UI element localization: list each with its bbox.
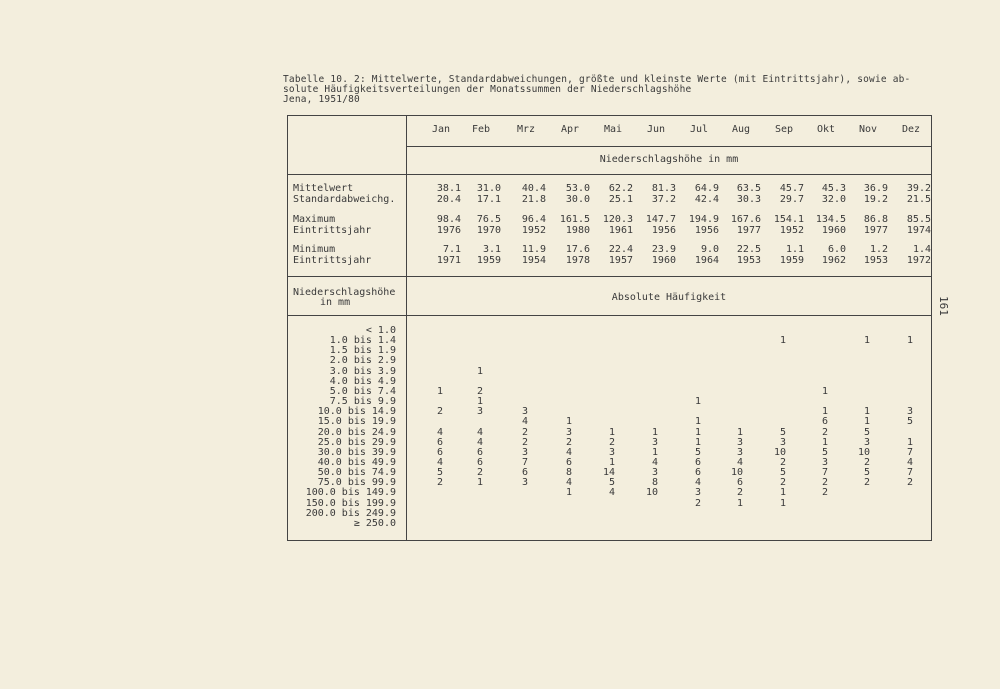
month-header-feb: Feb <box>471 124 491 135</box>
stat-value: 31.0 <box>476 183 501 194</box>
count-value: 4 <box>476 436 483 448</box>
stat-value: 9.0 <box>700 244 719 255</box>
count-value: 3 <box>863 436 870 448</box>
count-value: 2 <box>436 477 443 489</box>
stat-value: 81.3 <box>651 183 676 194</box>
stat-value: 1971 <box>436 255 461 266</box>
class-range: 2.0 bis 2.9 <box>329 355 396 367</box>
stat-value: 23.9 <box>651 244 676 255</box>
stat-value: 1952 <box>521 225 546 236</box>
month-header-apr: Apr <box>560 124 580 135</box>
month-header-jan: Jan <box>431 124 451 135</box>
count-value: 1 <box>565 487 572 499</box>
count-value: 4 <box>521 416 528 428</box>
stat-value: 1952 <box>779 225 804 236</box>
count-value: 6 <box>436 436 443 448</box>
class-range: 4.0 bis 4.9 <box>329 375 396 387</box>
stat-value: 120.3 <box>602 214 633 225</box>
count-value: 3 <box>906 406 913 418</box>
count-value: 3 <box>521 406 528 418</box>
stat-value: 22.5 <box>736 244 761 255</box>
divider-under-stats <box>287 276 932 277</box>
stat-value: 1960 <box>651 255 676 266</box>
class-range: 7.5 bis 9.9 <box>329 396 396 408</box>
stat-value: 147.7 <box>645 214 676 225</box>
stat-value: 1976 <box>436 225 461 236</box>
section-title-niederschlag: Niederschlagshöhe in mm <box>599 154 739 165</box>
stat-value: 1977 <box>736 225 761 236</box>
stat-value: 1.1 <box>785 244 804 255</box>
month-header-jun: Jun <box>646 124 666 135</box>
stat-value: 1954 <box>521 255 546 266</box>
count-value: 5 <box>436 467 443 479</box>
class-range: < 1.0 <box>365 325 396 336</box>
stat-value: 134.5 <box>815 214 846 225</box>
stat-value: 32.0 <box>821 194 846 205</box>
count-value: 10 <box>857 446 870 458</box>
stat-value: 36.9 <box>863 183 888 194</box>
stat-value: 6.0 <box>827 244 846 255</box>
count-value: 6 <box>736 477 743 489</box>
count-value: 1 <box>651 426 658 438</box>
count-value: 2 <box>821 487 828 499</box>
count-value: 5 <box>821 446 828 458</box>
table-caption: Tabelle 10. 2: Mittelwerte, Standardabweichungen, größte und kleinste Werte (mit Eintrittsjahr), sowie ab- solute Häufigkeitsverteilungen der Monatssummen der Niederschlagshöhe Jena, 1951/80 <box>283 74 911 105</box>
class-range: 75.0 bis 99.9 <box>317 477 396 489</box>
month-header-sep: Sep <box>774 124 794 135</box>
section-title-haeufigkeit: Absolute Häufigkeit <box>611 292 727 303</box>
count-value: 1 <box>476 365 483 377</box>
class-range: 15.0 bis 19.9 <box>317 416 396 428</box>
class-range: 150.0 bis 199.9 <box>305 497 396 509</box>
count-value: 6 <box>565 456 572 468</box>
count-value: 2 <box>906 477 913 489</box>
count-value: 3 <box>608 446 615 458</box>
count-value: 14 <box>602 467 615 479</box>
stat-label: Mittelwert <box>293 183 354 194</box>
count-value: 7 <box>906 446 913 458</box>
stat-value: 1953 <box>736 255 761 266</box>
stat-value: 1970 <box>476 225 501 236</box>
count-value: 1 <box>608 426 615 438</box>
stat-label: Eintrittsjahr <box>293 225 372 236</box>
count-value: 6 <box>521 467 528 479</box>
class-range: 30.0 bis 39.9 <box>317 446 396 458</box>
stat-value: 1.4 <box>912 244 931 255</box>
stat-label: Maximum <box>293 214 336 225</box>
count-value: 2 <box>521 436 528 448</box>
count-value: 1 <box>694 396 701 408</box>
stat-value: 1960 <box>821 225 846 236</box>
stat-value: 1978 <box>565 255 590 266</box>
column-divider <box>406 115 407 541</box>
count-value: 7 <box>906 467 913 479</box>
class-range: 3.0 bis 3.9 <box>329 365 396 377</box>
count-value: 1 <box>476 396 483 408</box>
month-header-aug: Aug <box>731 124 751 135</box>
count-value: 3 <box>565 426 572 438</box>
count-value: 4 <box>476 426 483 438</box>
count-value: 5 <box>608 477 615 489</box>
divider-under-months <box>406 146 932 147</box>
count-value: 1 <box>863 406 870 418</box>
count-value: 6 <box>694 467 701 479</box>
count-value: 4 <box>736 456 743 468</box>
count-value: 1 <box>565 416 572 428</box>
stat-value: 64.9 <box>694 183 719 194</box>
count-value: 10 <box>773 446 786 458</box>
class-range: 100.0 bis 149.9 <box>305 487 396 499</box>
month-header-mai: Mai <box>603 124 623 135</box>
count-value: 2 <box>821 426 828 438</box>
count-value: 6 <box>821 416 828 428</box>
count-value: 3 <box>651 467 658 479</box>
count-value: 1 <box>906 436 913 448</box>
class-range: 5.0 bis 7.4 <box>329 385 396 397</box>
count-value: 1 <box>779 497 786 509</box>
class-range: 25.0 bis 29.9 <box>317 436 396 448</box>
count-value: 1 <box>651 446 658 458</box>
class-range: 40.0 bis 49.9 <box>317 456 396 468</box>
count-value: 1 <box>476 477 483 489</box>
count-value: 2 <box>736 487 743 499</box>
count-value: 1 <box>779 487 786 499</box>
count-value: 7 <box>521 456 528 468</box>
count-value: 2 <box>565 436 572 448</box>
count-value: 3 <box>476 406 483 418</box>
count-value: 6 <box>436 446 443 458</box>
count-value: 5 <box>779 467 786 479</box>
count-value: 1 <box>821 385 828 397</box>
stat-value: 96.4 <box>521 214 546 225</box>
stat-label: Minimum <box>293 244 336 255</box>
class-header-line2: in mm <box>320 297 351 308</box>
count-value: 3 <box>651 436 658 448</box>
count-value: 2 <box>694 497 701 509</box>
stat-value: 86.8 <box>863 214 888 225</box>
count-value: 1 <box>736 426 743 438</box>
stat-value: 30.3 <box>736 194 761 205</box>
count-value: 6 <box>694 456 701 468</box>
count-value: 4 <box>565 446 572 458</box>
stat-label: Standardabweichg. <box>293 194 396 205</box>
stat-value: 1961 <box>608 225 633 236</box>
stat-value: 1953 <box>863 255 888 266</box>
count-value: 2 <box>863 477 870 489</box>
count-value: 3 <box>779 436 786 448</box>
stat-value: 1974 <box>906 225 931 236</box>
stat-value: 1977 <box>863 225 888 236</box>
stat-value: 1972 <box>906 255 931 266</box>
stat-value: 40.4 <box>521 183 546 194</box>
count-value: 6 <box>476 456 483 468</box>
count-value: 1 <box>821 436 828 448</box>
divider-under-title <box>287 174 932 175</box>
stat-value: 29.7 <box>779 194 804 205</box>
month-header-dez: Dez <box>901 124 921 135</box>
stat-value: 63.5 <box>736 183 761 194</box>
count-value: 4 <box>651 456 658 468</box>
page-number: 161 <box>937 296 950 316</box>
count-value: 3 <box>736 446 743 458</box>
stat-value: 21.5 <box>906 194 931 205</box>
count-value: 3 <box>821 456 828 468</box>
class-range: 20.0 bis 24.9 <box>317 426 396 438</box>
count-value: 3 <box>521 477 528 489</box>
count-value: 7 <box>821 467 828 479</box>
stat-value: 1980 <box>565 225 590 236</box>
count-value: 1 <box>736 497 743 509</box>
count-value: 1 <box>608 456 615 468</box>
count-value: 3 <box>736 436 743 448</box>
count-value: 6 <box>476 446 483 458</box>
count-value: 1 <box>779 335 786 347</box>
stat-value: 42.4 <box>694 194 719 205</box>
class-range: 200.0 bis 249.9 <box>305 507 396 519</box>
month-header-mrz: Mrz <box>516 124 536 135</box>
count-value: 5 <box>863 426 870 438</box>
count-value: 2 <box>476 467 483 479</box>
count-value: 4 <box>565 477 572 489</box>
count-value: 1 <box>694 436 701 448</box>
stat-value: 1959 <box>476 255 501 266</box>
count-value: 1 <box>694 416 701 428</box>
stat-value: 1956 <box>694 225 719 236</box>
count-value: 1 <box>863 335 870 347</box>
class-range: 1.5 bis 1.9 <box>329 345 396 357</box>
count-value: 2 <box>436 406 443 418</box>
count-value: 1 <box>821 406 828 418</box>
count-value: 4 <box>694 477 701 489</box>
stat-value: 161.5 <box>559 214 590 225</box>
stat-value: 20.4 <box>436 194 461 205</box>
count-value: 2 <box>863 456 870 468</box>
stat-value: 194.9 <box>688 214 719 225</box>
stat-value: 167.6 <box>730 214 761 225</box>
stat-value: 85.5 <box>906 214 931 225</box>
count-value: 8 <box>565 467 572 479</box>
stat-value: 62.2 <box>608 183 633 194</box>
stat-value: 19.2 <box>863 194 888 205</box>
count-value: 2 <box>821 477 828 489</box>
stat-value: 154.1 <box>773 214 804 225</box>
stat-value: 98.4 <box>436 214 461 225</box>
stat-value: 76.5 <box>476 214 501 225</box>
stat-value: 7.1 <box>442 244 461 255</box>
class-range: 10.0 bis 14.9 <box>317 406 396 418</box>
divider-under-class-header <box>287 315 932 316</box>
count-value: 3 <box>521 446 528 458</box>
stat-value: 3.1 <box>482 244 501 255</box>
class-header-line1: Niederschlagshöhe <box>293 287 396 298</box>
count-value: 1 <box>863 416 870 428</box>
count-value: 2 <box>779 456 786 468</box>
count-value: 2 <box>521 426 528 438</box>
count-value: 2 <box>779 477 786 489</box>
count-value: 5 <box>906 416 913 428</box>
count-value: 5 <box>694 446 701 458</box>
count-value: 3 <box>694 487 701 499</box>
count-value: 10 <box>645 487 658 499</box>
stat-value: 30.0 <box>565 194 590 205</box>
count-value: 5 <box>779 426 786 438</box>
stat-value: 1.2 <box>869 244 888 255</box>
count-value: 4 <box>608 487 615 499</box>
count-value: 2 <box>476 385 483 397</box>
stat-value: 1964 <box>694 255 719 266</box>
count-value: 4 <box>436 426 443 438</box>
count-value: 1 <box>906 335 913 347</box>
stat-value: 22.4 <box>608 244 633 255</box>
count-value: 4 <box>436 456 443 468</box>
stat-value: 17.1 <box>476 194 501 205</box>
month-header-nov: Nov <box>858 124 878 135</box>
class-range: ≥ 250.0 <box>353 517 396 529</box>
count-value: 1 <box>694 426 701 438</box>
stat-value: 1957 <box>608 255 633 266</box>
month-header-jul: Jul <box>689 124 709 135</box>
class-range: 50.0 bis 74.9 <box>317 467 396 479</box>
stat-value: 25.1 <box>608 194 633 205</box>
stat-value: 39.2 <box>906 183 931 194</box>
stat-value: 21.8 <box>521 194 546 205</box>
stat-value: 1962 <box>821 255 846 266</box>
stat-value: 53.0 <box>565 183 590 194</box>
count-value: 4 <box>906 456 913 468</box>
stat-value: 37.2 <box>651 194 676 205</box>
count-value: 8 <box>651 477 658 489</box>
stat-value: 45.7 <box>779 183 804 194</box>
stat-value: 17.6 <box>565 244 590 255</box>
count-value: 2 <box>608 436 615 448</box>
stat-value: 38.1 <box>436 183 461 194</box>
stat-value: 1956 <box>651 225 676 236</box>
count-value: 10 <box>730 467 743 479</box>
count-value: 5 <box>863 467 870 479</box>
stat-value: 1959 <box>779 255 804 266</box>
stat-value: 45.3 <box>821 183 846 194</box>
stat-label: Eintrittsjahr <box>293 255 372 266</box>
stat-value: 11.9 <box>521 244 546 255</box>
count-value: 1 <box>436 385 443 397</box>
class-range: 1.0 bis 1.4 <box>329 335 396 347</box>
month-header-okt: Okt <box>816 124 836 135</box>
